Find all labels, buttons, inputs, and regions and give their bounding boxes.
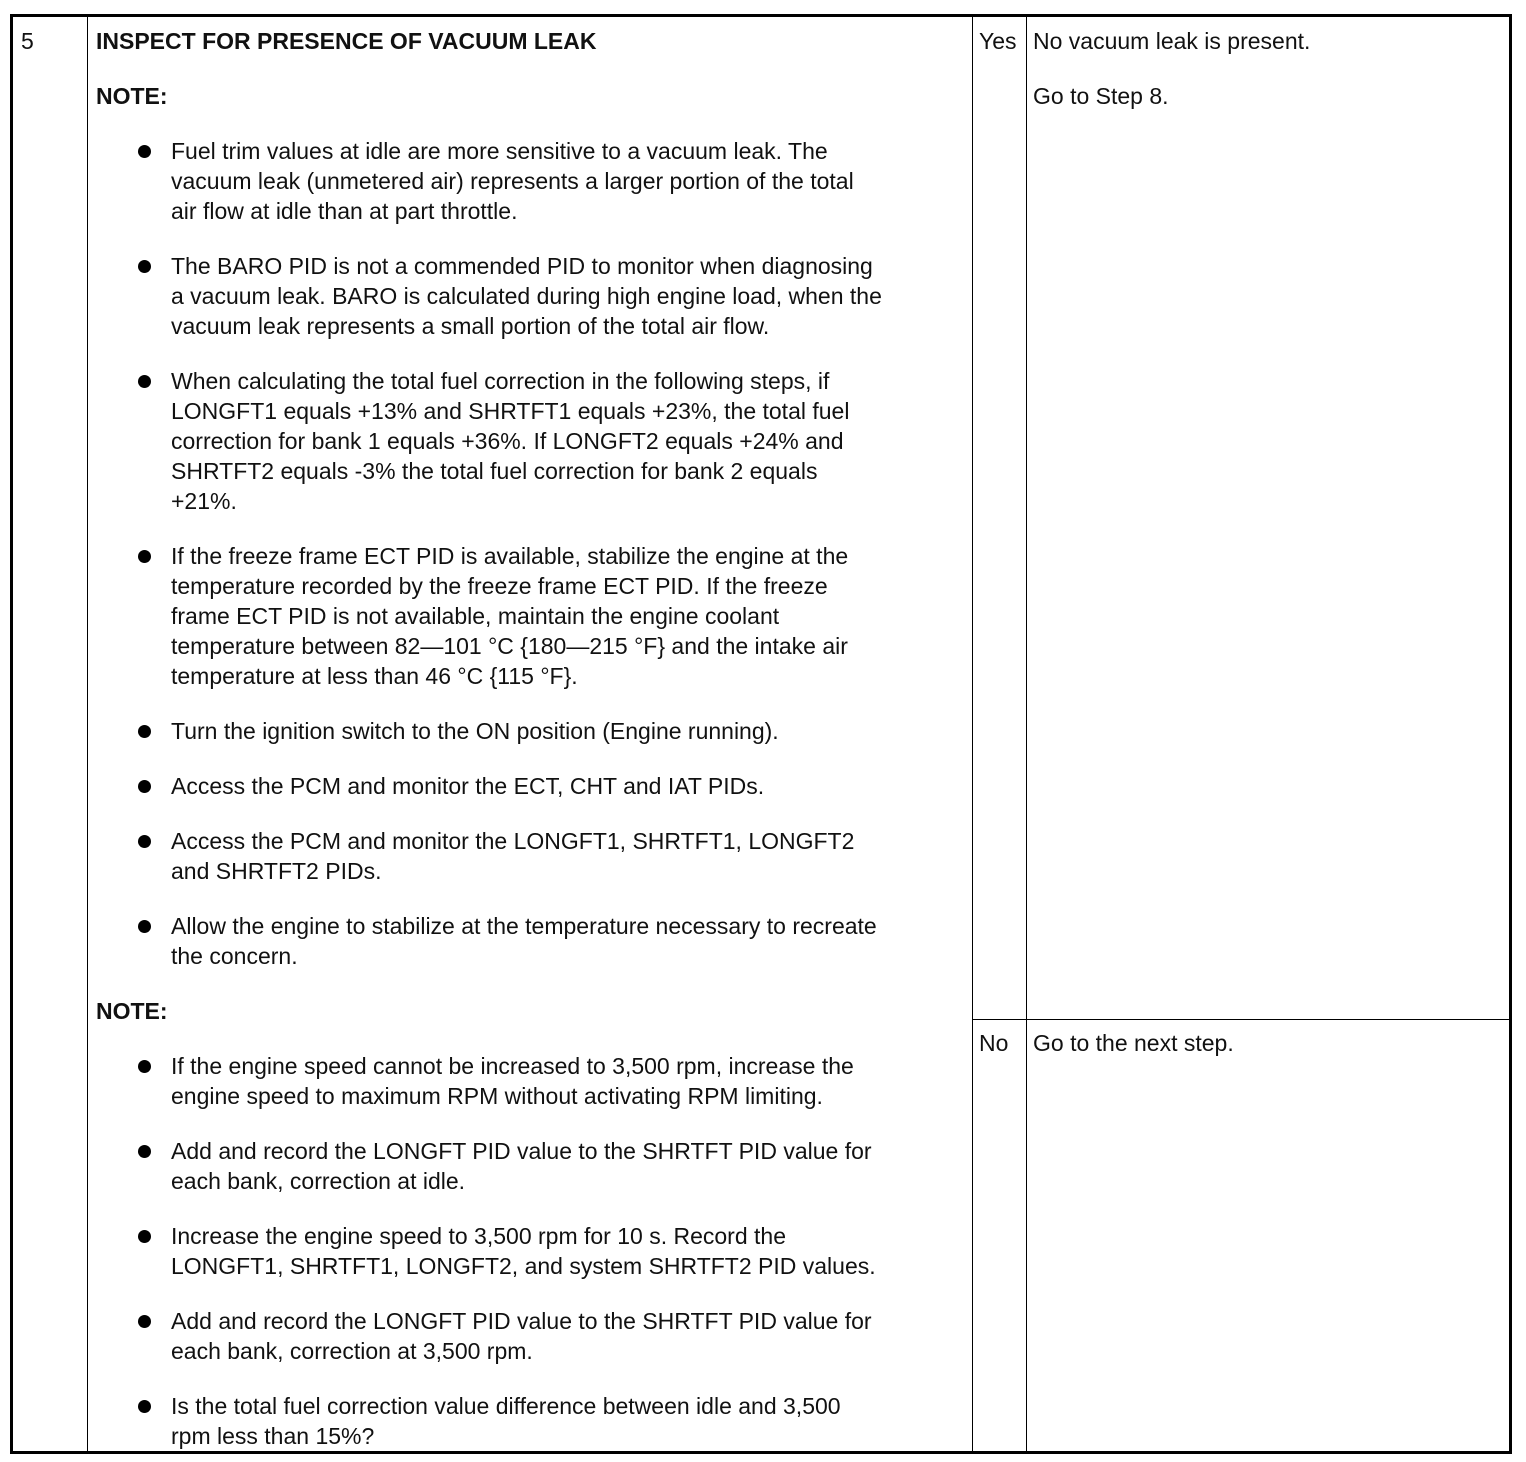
- note-label: NOTE:: [96, 998, 168, 1024]
- step-number: 5: [21, 28, 34, 54]
- bullet-icon: [138, 260, 151, 273]
- answer-yes-label: Yes: [979, 28, 1017, 54]
- column-divider-step: [87, 17, 88, 1451]
- list-item-text: Turn the ignition switch to the ON position (Engine running).: [171, 718, 779, 744]
- list-item-text: If the engine speed cannot be increased to 3,500 rpm, increase the engine speed to maximum RPM without activating RPM limiting.: [171, 1053, 854, 1109]
- bullet-icon: [138, 725, 151, 738]
- list-item-text: The BARO PID is not a commended PID to monitor when diagnosing a vacuum leak. BARO is calculated during high engine load, when the vacuum leak represents a small portion of the total air flow.: [171, 253, 882, 339]
- column-divider-answer: [1026, 17, 1027, 1451]
- bullet-icon: [138, 1400, 151, 1413]
- step-title: INSPECT FOR PRESENCE OF VACUUM LEAK: [96, 28, 597, 54]
- list-item-text: Fuel trim values at idle are more sensitive to a vacuum leak. The vacuum leak (unmetered air) represents a larger portion of the total air flow at idle than at part throttle.: [171, 138, 854, 224]
- list-item-text: Add and record the LONGFT PID value to the SHRTFT PID value for each bank, correction at idle.: [171, 1138, 872, 1194]
- bullet-icon: [138, 780, 151, 793]
- list-item-text: Allow the engine to stabilize at the temperature necessary to recreate the concern.: [171, 913, 877, 969]
- bullet-icon: [138, 1145, 151, 1158]
- diagnostic-step-table: [10, 14, 1512, 1454]
- bullet-icon: [138, 835, 151, 848]
- column-divider-action: [972, 17, 973, 1451]
- list-item-text: Is the total fuel correction value difference between idle and 3,500 rpm less than 15%?: [171, 1393, 841, 1449]
- bullet-icon: [138, 1060, 151, 1073]
- list-item-text: Increase the engine speed to 3,500 rpm for 10 s. Record the LONGFT1, SHRTFT1, LONGFT2, and system SHRTFT2 PID values.: [171, 1223, 876, 1279]
- list-item-text: If the freeze frame ECT PID is available, stabilize the engine at the temperature recorded by the freeze frame ECT PID. If the freeze frame ECT PID is not available, maintain the engine coolant temperature between 82—101 °C {180—215 °F} and the intake air temperature at less than 46 °C {115 °F}.: [171, 543, 849, 689]
- answer-no-result: Go to the next step.: [1033, 1030, 1234, 1056]
- list-item-text: Add and record the LONGFT PID value to the SHRTFT PID value for each bank, correction at 3,500 rpm.: [171, 1308, 872, 1364]
- list-item-text: Access the PCM and monitor the LONGFT1, SHRTFT1, LONGFT2 and SHRTFT2 PIDs.: [171, 828, 855, 884]
- answer-no-label: No: [979, 1030, 1009, 1056]
- bullet-icon: [138, 550, 151, 563]
- note-label: NOTE:: [96, 83, 168, 109]
- bullet-icon: [138, 145, 151, 158]
- bullet-icon: [138, 1230, 151, 1243]
- bullet-icon: [138, 1315, 151, 1328]
- row-divider-yes-no: [972, 1019, 1509, 1020]
- bullet-icon: [138, 920, 151, 933]
- answer-yes-result: No vacuum leak is present.: [1033, 28, 1311, 54]
- bullet-icon: [138, 375, 151, 388]
- answer-yes-goto: Go to Step 8.: [1033, 83, 1169, 109]
- list-item-text: Access the PCM and monitor the ECT, CHT and IAT PIDs.: [171, 773, 765, 799]
- list-item-text: When calculating the total fuel correction in the following steps, if LONGFT1 equals +13% and SHRTFT1 equals +23%, the total fuel correction for bank 1 equals +36%. If LONGFT2 equals +24% and SHRTFT2 equals -3% the total fuel correction for bank 2 equals +21%.: [171, 368, 850, 514]
